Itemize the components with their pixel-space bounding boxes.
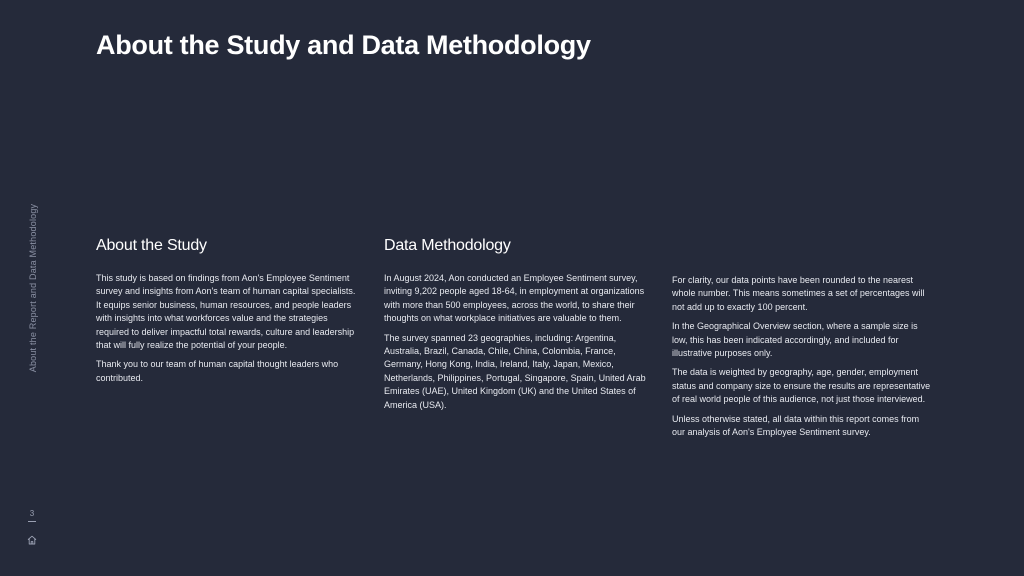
about-study-section: [96, 236, 358, 391]
page-number-divider: [28, 521, 36, 522]
side-section-label: About the Report and Data Methodology: [28, 203, 38, 373]
home-icon[interactable]: [27, 535, 37, 545]
data-methodology-heading: Data Methodology: [384, 237, 511, 254]
page-title: About the Study and Data Methodology: [96, 30, 591, 60]
methodology-notes-section: [672, 274, 934, 445]
methodology-note: The data is weighted by geography, age, gender, employment status and company size to ensure the results are representative of real world people of this audience, not just those interviewed.: [672, 367, 931, 405]
methodology-paragraph: The survey spanned 23 geographies, including: Argentina, Australia, Brazil, Canada, Chile, China, Colombia, France, Germany, Hong Kong, India, Ireland, Italy, Japan, Mexico, Netherlands, Philippines, Portugal, Singapore, Spain, United Arab Emirates (UAE), United Kingdom (UK) and the United States of America (USA).: [384, 332, 646, 410]
data-methodology-section: [384, 236, 646, 418]
methodology-note: For clarity, our data points have been rounded to the nearest whole number. This means sometimes a set of percentages will not add up to exactly 100 percent.: [672, 275, 925, 312]
about-study-paragraph: This study is based on findings from Aon's Employee Sentiment survey and insights from Aon's team of human capital specialists. It equips senior business, human resources, and people leaders with insights into what workforces value and the strategies required to deliver impactful total rewards, culture and leadership that will fully realize the potential of your people.: [96, 273, 356, 351]
methodology-paragraph: In August 2024, Aon conducted an Employee Sentiment survey, inviting 9,202 people aged 18-64, in employment at organizations with more than 500 employees, across the world, to share their thoughts on what workplace initiatives are valuable to them.: [384, 273, 645, 324]
about-study-heading: About the Study: [96, 237, 207, 254]
methodology-note: Unless otherwise stated, all data within this report comes from our analysis of Aon's Employee Sentiment survey.: [672, 413, 920, 438]
methodology-note: In the Geographical Overview section, where a sample size is low, this has been indicated accordingly, and included for illustrative purposes only.: [672, 321, 918, 359]
page-number: 3: [29, 509, 35, 518]
about-study-paragraph: Thank you to our team of human capital thought leaders who contributed.: [96, 359, 339, 383]
